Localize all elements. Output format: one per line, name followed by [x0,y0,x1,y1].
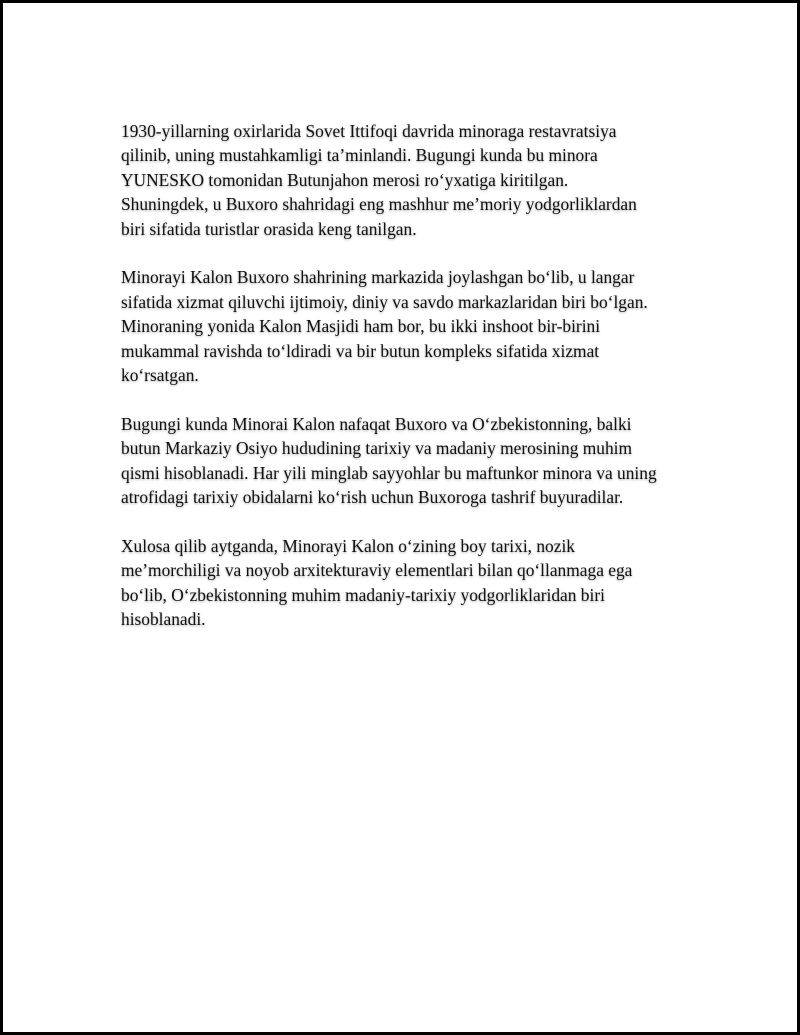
paragraph-1: 1930-yillarning oxirlarida Sovet Ittifoqi davrida minoraga restavratsiya qilinib, uning mustahkamligi ta’minlandi. Bugungi kunda bu minora YUNESKO tomonidan Butunjahon merosi ro‘yxatiga kiritilgan. Shuningdek, u Buxoro shahridagi eng mashhur me’moriy yodgorliklardan biri sifatida turistlar orasida keng tanilgan. [121,121,637,239]
document-body [121,119,701,656]
paragraph-3: Bugungi kunda Minorai Kalon nafaqat Buxoro va O‘zbekistonning, balki butun Markaziy Osiyo hududining tarixiy va madaniy merosining muhim qismi hisoblanadi. Har yili minglab sayyohlar bu maftunkor minora va uning atrofidagi tarixiy obidalarni ko‘rish uchun Buxoroga tashrif buyuradilar. [121,413,657,508]
paragraph-4: Xulosa qilib aytganda, Minorayi Kalon o‘zining boy tarixi, nozik me’morchiligi va noyob arxitekturaviy elementlari bilan qo‘llanmaga ega bo‘lib, O‘zbekistonning muhim madaniy-tarixiy yodgorliklaridan biri hisoblanadi. [121,535,633,630]
paragraph-2: Minorayi Kalon Buxoro shahrining markazida joylashgan bo‘lib, u langar sifatida xizmat qiluvchi ijtimoiy, diniy va savdo markazlaridan biri bo‘lgan. Minoraning yonida Kalon Masjidi ham bor, bu ikki inshoot bir-birini mukammal ravishda to‘ldiradi va bir butun kompleks sifatida xizmat ko‘rsatgan. [121,267,648,386]
